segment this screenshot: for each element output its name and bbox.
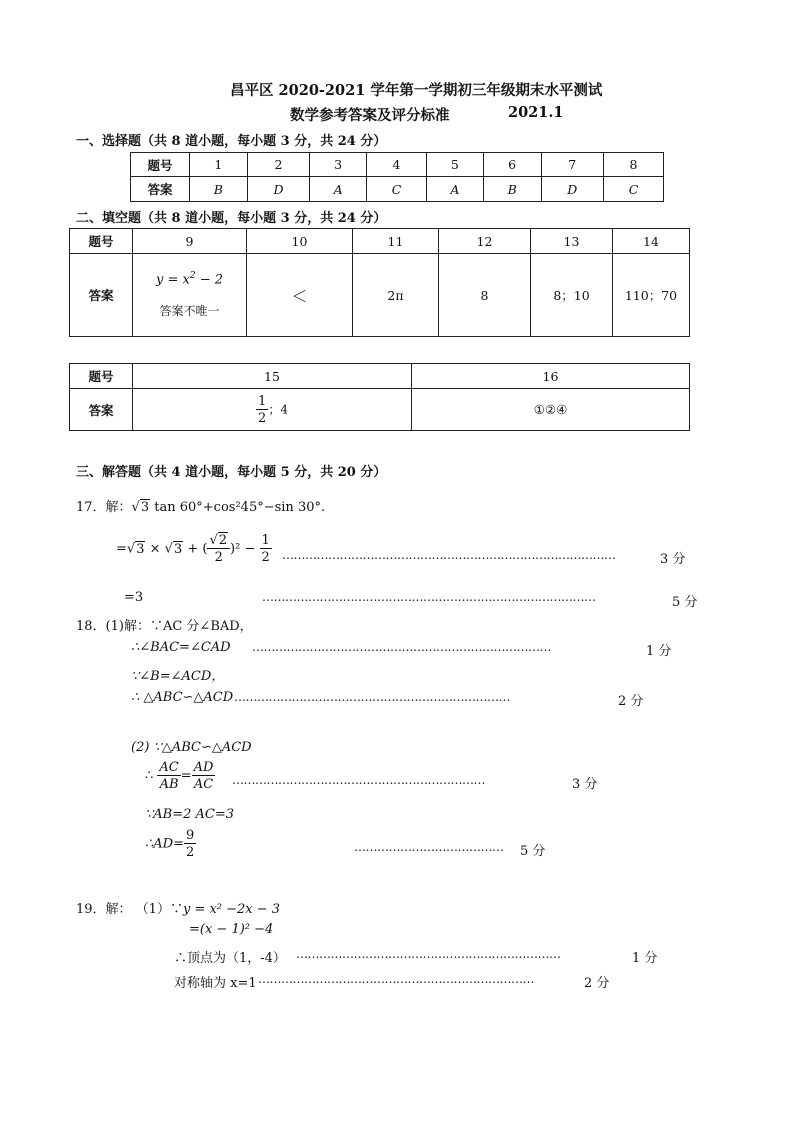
leader-dots: …………………………………………………………………………… (262, 590, 596, 604)
page-date: 2021.1 (508, 104, 564, 121)
one-half: $\frac{1}{2}$ (261, 533, 270, 565)
score-label: 2 分 (618, 694, 644, 709)
answer-cell-q11: 2π (353, 254, 439, 337)
fraction-ad-ac: $\frac{AD}{AC}$ (193, 760, 214, 792)
score-label: 5 分 (672, 595, 698, 610)
fill-answer-table-a (69, 228, 690, 337)
question-number: 3 (310, 153, 367, 177)
row-label-question: 题号 (70, 364, 133, 389)
score-label: 1 分 (646, 644, 672, 659)
answer-cell: C (604, 177, 664, 202)
question-number: 2 (247, 153, 310, 177)
problem-18-line3: ∵∠B=∠ACD， (131, 669, 225, 684)
problem-18-line2: ∴∠BAC=∠CAD (131, 640, 231, 655)
row-label-question: 题号 (70, 229, 133, 254)
q15-fraction: $\frac{1}{2}$ (258, 393, 267, 426)
problem-18-line5: (2) ∵△ABC∽△ACD (131, 740, 252, 755)
problem-19-line3: ∴顶点为（1，-4） (174, 951, 286, 966)
q9-expression: $y = x^2 - 2$ (155, 271, 223, 288)
answer-cell-q10: ＜ (247, 254, 353, 337)
section2-heading: 二、填空题（共 8 道小题，每小题 3 分，共 24 分） (76, 211, 387, 226)
answer-cell-q15: $\frac{1}{2}$ ；4 (133, 389, 412, 431)
problem-18-line8: ∴AD= $\frac{9}{2}$ (145, 828, 195, 860)
problem-17-step2: =3 (124, 590, 144, 605)
question-number: 10 (247, 229, 353, 254)
question-number: 5 (426, 153, 483, 177)
question-number: 16 (412, 364, 690, 389)
section1-heading: 一、选择题（共 8 道小题，每小题 3 分，共 24 分） (76, 134, 387, 149)
answer-cell: D (541, 177, 604, 202)
question-number: 13 (531, 229, 613, 254)
choice-answer-table (130, 152, 664, 202)
page-subtitle: 数学参考答案及评分标准 (290, 107, 450, 124)
problem-18-line7: ∵AB=2 AC=3 (145, 807, 235, 822)
score-label: 1 分 (632, 951, 658, 966)
problem-19-line1: 19．解： （1）∵y = x² −2x − 3 (76, 902, 281, 917)
answer-cell: B (483, 177, 541, 202)
leader-dots: ……………………………………………………………… (258, 972, 534, 986)
leader-dots: ………………………………… (354, 840, 504, 854)
problem-18-line4: ∴ △ABC∽△ACD (131, 690, 234, 705)
answer-cell-q12: 8 (439, 254, 531, 337)
problem-17-statement: 17．解：√3 tan 60°+cos²45°−sin 30°. (76, 500, 326, 515)
score-label: 3 分 (660, 552, 686, 567)
score-label: 5 分 (520, 844, 546, 859)
score-label: 3 分 (572, 777, 598, 792)
answer-cell: A (426, 177, 483, 202)
answer-cell-q9 (133, 254, 247, 337)
problem-18-line1: 18．(1)解：∵AC 分∠BAD， (76, 619, 253, 634)
problem-19-line2: =(x − 1)² −4 (189, 922, 274, 937)
row-label-answer: 答案 (131, 177, 190, 202)
answer-cell: A (310, 177, 367, 202)
problem-17-step1: =√3 × √3 + ( $\frac{√2}{2}$ )² − $\frac{1}{2}$ (116, 533, 270, 565)
question-number: 15 (133, 364, 412, 389)
score-label: 2 分 (584, 976, 610, 991)
problem-19-line4: 对称轴为 x=1 (174, 976, 257, 991)
leader-dots: …………………………………………………………………………… (282, 548, 616, 562)
question-number: 8 (604, 153, 664, 177)
question-number: 6 (483, 153, 541, 177)
section3-heading: 三、解答题（共 4 道小题，每小题 5 分，共 20 分） (76, 465, 387, 480)
answer-cell-q16: ①②④ (412, 389, 690, 431)
leader-dots: ……………………………………………………………… (234, 690, 510, 704)
fraction-9-2: $\frac{9}{2}$ (185, 828, 195, 860)
answer-cell: B (190, 177, 248, 202)
question-number: 11 (353, 229, 439, 254)
question-number: 4 (367, 153, 427, 177)
leader-dots: …………………………………………………………………… (252, 640, 551, 654)
question-number: 12 (439, 229, 531, 254)
fraction-ac-ab: $\frac{AC}{AB}$ (159, 760, 179, 792)
question-number: 14 (613, 229, 690, 254)
answer-cell-q14: 110；70 (613, 254, 690, 337)
row-label-answer: 答案 (70, 389, 133, 431)
answer-cell: D (247, 177, 310, 202)
leader-dots: …………………………………………………………… (296, 947, 561, 961)
sqrt2-over-2: $\frac{√2}{2}$ (207, 534, 230, 564)
answer-cell-q13: 8；10 (531, 254, 613, 337)
question-number: 7 (541, 153, 604, 177)
row-label-answer: 答案 (70, 254, 133, 337)
answer-cell: C (367, 177, 427, 202)
question-number: 1 (190, 153, 248, 177)
q9-note: 答案不唯一 (159, 303, 220, 318)
row-label-question: 题号 (131, 153, 190, 177)
question-number: 9 (133, 229, 247, 254)
problem-18-line6: ∴ $\frac{AC}{AB}$ = $\frac{AD}{AC}$ (145, 760, 214, 792)
leader-dots: ………………………………………………………… (232, 773, 485, 787)
page-title: 昌平区 2020-2021 学年第一学期初三年级期末水平测试 (230, 82, 603, 99)
fill-answer-table-b (69, 363, 690, 431)
